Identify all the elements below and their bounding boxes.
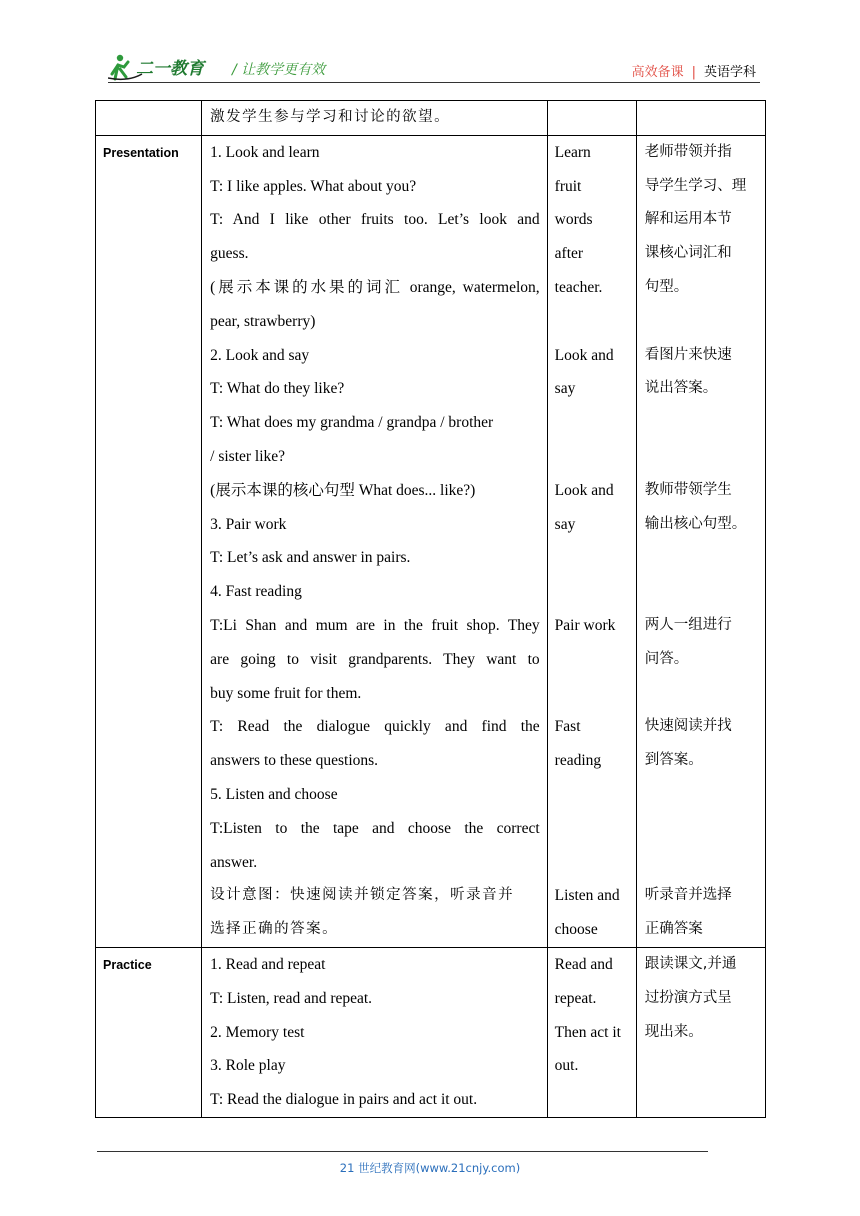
activity-line: say [554,380,576,398]
activity-line: Fast [554,718,581,736]
stage-label-practice: Practice [103,957,152,972]
stage-cell [96,947,202,1117]
content-line: 激发学生参与学习和讨论的欲望。 [210,109,451,125]
content-cell [202,947,548,1117]
purpose-line: 快速阅读并找 [644,718,732,735]
content-line: answer. [210,853,258,871]
activity-line: out. [554,1057,579,1075]
content-line: T: What do they like? [210,380,345,398]
header-separator: | [691,65,696,80]
activity-line [548,575,636,609]
purpose-line [637,305,765,339]
activity-line: teacher. [554,278,603,296]
purpose-line [637,812,765,846]
activity-line [548,812,636,846]
activity-line [548,778,636,812]
purpose-line [637,1083,765,1117]
purpose-line: 导学生学习、理 [644,177,747,194]
content-line: T: Read the dialogue quickly and find the [210,718,540,736]
activity-line: Look and [554,481,614,499]
content-line: T: Let’s ask and answer in pairs. [210,549,411,567]
table-row-practice [96,947,766,1117]
content-line: guess. [210,245,249,263]
activity-line [548,541,636,575]
activity-line: Learn [554,143,591,161]
activity-line: choose [554,921,598,939]
activity-line: words [554,211,593,229]
activity-cell [547,101,636,136]
purpose-line: 输出核心句型。 [644,515,747,532]
content-line: T: What does my grandma / grandpa / brother [210,414,494,432]
svg-text:二一教育: 二一教育 [136,59,204,79]
content-line: pear, strawberry) [210,312,316,330]
purpose-line [637,541,765,575]
purpose-line: 到答案。 [644,752,703,769]
purpose-cell [636,101,765,136]
stage-cell [96,135,202,947]
activity-line: Read and [554,955,613,973]
content-line: 3. Role play [210,1057,286,1075]
purpose-line [637,575,765,609]
footer-divider [97,1151,708,1152]
purpose-line [637,846,765,880]
purpose-line: 现出来。 [644,1023,703,1040]
content-line: T: I like apples. What about you? [210,177,417,195]
purpose-line [637,406,765,440]
content-line: T:Li Shan and mum are in the fruit shop. They [210,616,540,634]
content-line: (展示本课的核心句型 What does... like?) [210,481,476,499]
purpose-line [637,778,765,812]
purpose-line: 两人一组进行 [644,616,732,633]
activity-line: Pair work [554,616,616,634]
activity-line: fruit [554,177,582,195]
activity-line [548,1083,636,1117]
content-line: T: Read the dialogue in pairs and act it out. [210,1091,478,1109]
header-tag-prep: 高效备课 [631,65,684,80]
stage-label-presentation: Presentation [103,145,179,160]
content-line: (展示本课的水果的词汇 orange, watermelon, [210,278,540,296]
purpose-line: 句型。 [644,278,689,295]
footer-link[interactable]: 21 世纪教育网(www.21cnjy.com) [339,1161,521,1175]
purpose-line: 跟读课文,并通 [644,955,737,972]
purpose-line: 正确答案 [644,921,703,938]
activity-line: say [554,515,576,533]
activity-line: repeat. [554,989,597,1007]
content-line: 4. Fast reading [210,583,302,601]
content-line: 1. Read and repeat [210,955,326,973]
content-line: 选择正确的答案。 [210,921,339,938]
logo [108,52,228,82]
table-row-intro [96,101,766,136]
purpose-line: 课核心词汇和 [644,245,732,262]
page-header [108,52,760,86]
activity-line: Look and [554,346,614,364]
activity-line: Then act it [554,1023,621,1041]
lesson-plan-table [95,100,766,1118]
purpose-cell [636,947,765,1117]
purpose-line: 教师带领学生 [644,481,732,498]
activity-line [548,846,636,880]
activity-line [548,440,636,474]
content-line: 2. Look and say [210,346,310,364]
purpose-line: 说出答案。 [644,380,718,397]
content-line: T:Listen to the tape and choose the correct [210,819,540,837]
purpose-line: 解和运用本节 [644,211,732,228]
activity-line: Listen and [554,887,620,905]
stage-cell-empty [96,101,202,136]
content-line: / sister like? [210,447,286,465]
activity-line [548,677,636,711]
purpose-line: 问答。 [644,650,689,667]
content-line: 5. Listen and choose [210,785,338,803]
activity-line: reading [554,752,602,770]
content-cell [202,101,548,136]
content-line: T: And I like other fruits too. Let’s look and [210,211,540,229]
header-subject: 英语学科 [703,65,756,80]
purpose-line: 老师带领并指 [644,143,732,160]
activity-line [548,643,636,677]
activity-cell [547,947,636,1117]
content-line: buy some fruit for them. [210,684,362,702]
purpose-line [637,677,765,711]
content-line: are going to visit grandparents. They want to [210,650,540,668]
content-line: answers to these questions. [210,752,379,770]
purpose-line: 看图片来快速 [644,346,732,363]
purpose-line: 听录音并选择 [644,887,732,904]
content-line: 1. Look and learn [210,143,320,161]
header-tags [632,61,756,80]
activity-line: after [554,245,584,263]
table-row-presentation [96,135,766,947]
content-line: 3. Pair work [210,515,287,533]
purpose-cell [636,135,765,947]
header-divider [108,82,760,83]
activity-line [548,406,636,440]
header-slogan: / 让教学更有效 [232,62,326,78]
activity-line [548,305,636,339]
activity-cell [547,135,636,947]
purpose-line: 过扮演方式呈 [644,989,732,1006]
content-cell [202,135,548,947]
purpose-line [637,440,765,474]
content-line: T: Listen, read and repeat. [210,989,373,1007]
content-line: 2. Memory test [210,1023,305,1041]
content-line: 设计意图：快速阅读并锁定答案，听录音并 [210,887,515,904]
purpose-line [637,1049,765,1083]
